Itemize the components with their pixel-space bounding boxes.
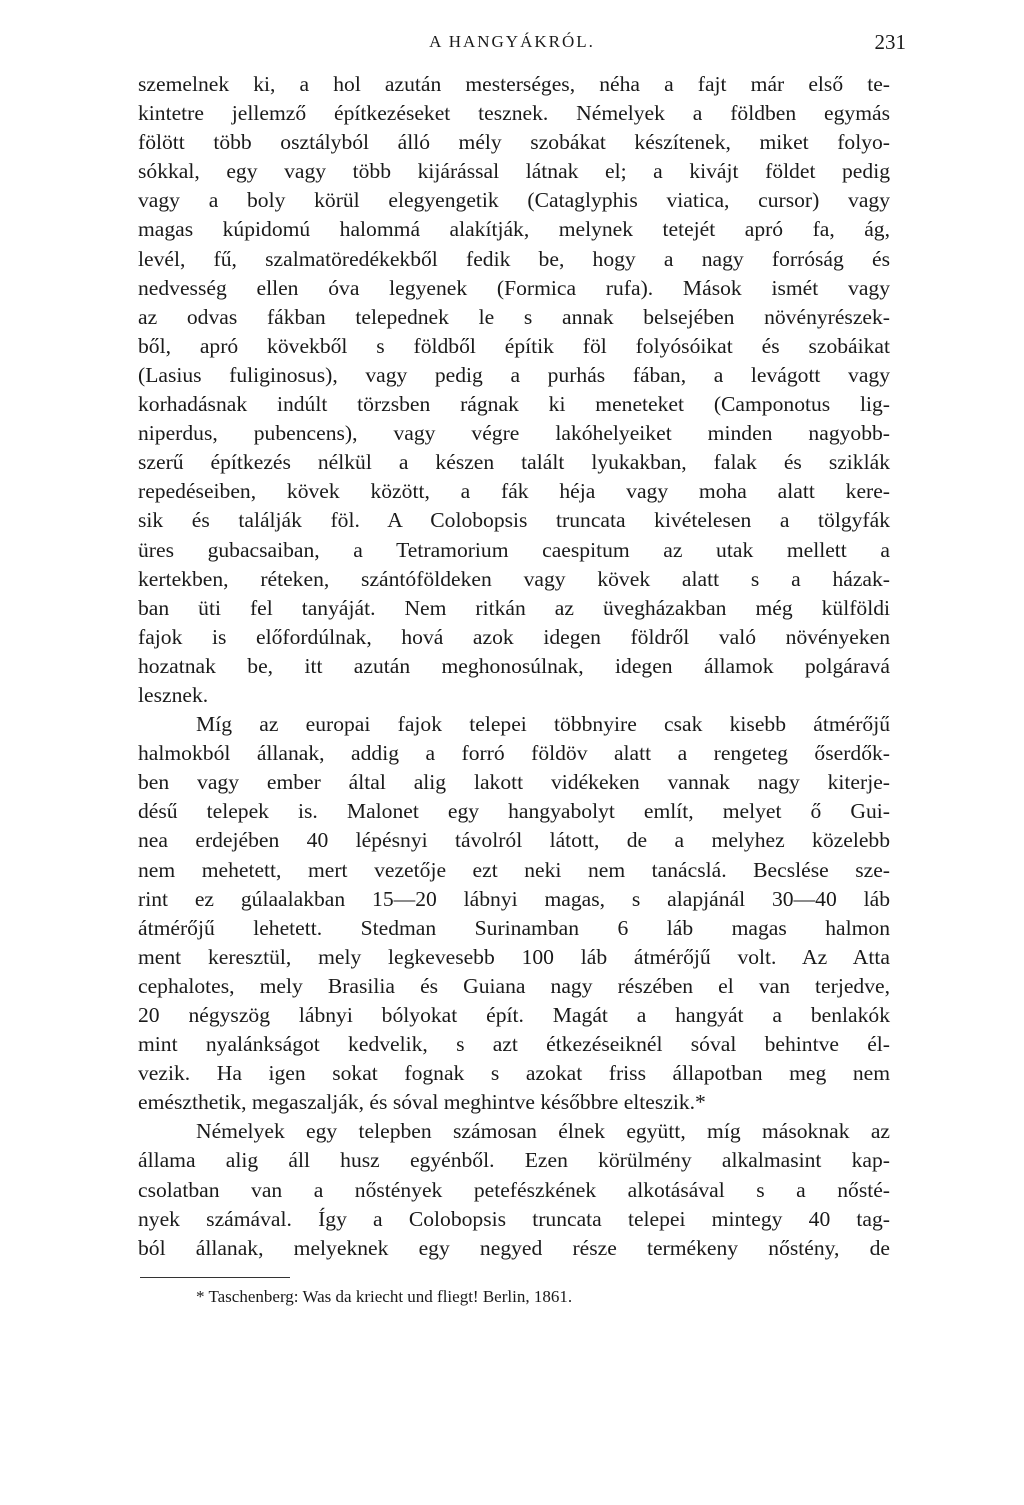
text-line: sókkal, egy vagy több kijárással látnak el; a kivájt földet pedig <box>138 159 890 184</box>
text-line: vagy a boly körül elegyengetik (Cataglyphis viatica, cursor) vagy <box>138 188 890 213</box>
text-line: 20 négyszög lábnyi bólyokat épít. Magát a hangyát a benlakók <box>138 1003 890 1027</box>
text-line: ból állanak, melyeknek egy negyed része termékeny nőstény, de <box>138 1235 890 1260</box>
text-line: szemelnek ki, a hol azután mesterséges, néha a fajt már első te- <box>138 72 890 96</box>
text-line: vezik. Ha igen sokat fognak s azokat friss állapotban meg nem <box>138 1061 890 1086</box>
text-line: üres gubacsaiban, a Tetramorium caespitum az utak mellett a <box>138 537 890 562</box>
text-line: fajok is előfordúlnak, hová azok idegen földről való növényeken <box>138 624 890 649</box>
footnote: * Taschenberg: Was da kriecht und fliegt! Berlin, 1861. <box>196 1287 573 1307</box>
text-line: állama alig áll husz egyénből. Ezen körülmény alkalmasint kap- <box>138 1148 890 1173</box>
text-line: az odvas fákban telepednek le s annak belsejében növényrészek- <box>138 304 890 329</box>
text-line: ben vagy ember által alig lakott vidékeken vannak nagy kiterje- <box>138 770 890 795</box>
text-line: rint ez gúlaalakban 15—20 lábnyi magas, s alapjánál 30—40 láb <box>138 886 890 911</box>
text-line: ment keresztül, mely legkevesebb 100 láb átmérőjű volt. Az Atta <box>138 944 890 969</box>
text-line: ből, apró kövekből s földből építik föl folyósóikat és szobáikat <box>138 333 890 358</box>
text-line: nyek számával. Így a Colobopsis truncata telepei mintegy 40 tag- <box>138 1206 890 1231</box>
text-line: repedéseiben, kövek között, a fák héja vagy moha alatt kere- <box>138 479 890 504</box>
running-title: A HANGYÁKRÓL. <box>429 32 595 51</box>
body-text <box>138 70 890 1263</box>
text-line: sik és találják föl. A Colobopsis truncata kivételesen a tölgyfák <box>138 508 890 533</box>
text-line: mint nyalánkságot kedvelik, s azt étkezéseiknél sóval behintve él- <box>138 1032 890 1057</box>
text-line: hozatnak be, itt azután meghonosúlnak, idegen államok polgáravá <box>138 653 890 678</box>
text-line: désű telepek is. Malonet egy hangyabolyt említ, melyet ő Gui- <box>138 799 890 824</box>
text-line: halmokból állanak, addig a forró földöv alatt a rengeteg őserdők- <box>138 741 890 766</box>
text-line: cephalotes, mely Brasilia és Guiana nagy részében el van terjedve, <box>138 973 890 998</box>
text-line: kintetre jellemző építkezéseket tesznek. Némelyek a földben egymás <box>138 101 890 126</box>
text-line: lesznek. <box>138 682 209 707</box>
text-line: csolatban van a nőstények petefészkének alkotásával s a nősté- <box>138 1177 890 1202</box>
text-line: Némelyek egy telepben számosan élnek együtt, míg másoknak az <box>196 1119 890 1144</box>
text-line: emészthetik, megaszalják, és sóval meghintve későbbre elteszik.* <box>138 1090 706 1115</box>
text-line: átmérőjű lehetett. Stedman Surinamban 6 láb magas halmon <box>138 915 890 940</box>
text-line: nem mehetett, mert vezetője ezt neki nem tanácslá. Becslése sze- <box>138 857 890 882</box>
footnote-separator <box>140 1277 290 1278</box>
running-header <box>0 30 1024 60</box>
text-line: nedvesség ellen óva legyenek (Formica rufa). Mások ismét vagy <box>138 275 890 300</box>
text-line: Míg az europai fajok telepei többnyire csak kisebb átmérőjű <box>196 712 890 737</box>
text-line: niperdus, pubencens), vagy végre lakóhelyeiket minden nagyobb- <box>138 421 890 446</box>
text-line: korhadásnak indúlt törzsben rágnak ki meneteket (Camponotus lig- <box>138 392 890 417</box>
text-line: magas kúpidomú halommá alakítják, melynek tetejét apró fa, ág, <box>138 217 890 242</box>
text-line: nea erdejében 40 lépésnyi távolról látott, de a melyhez közelebb <box>138 828 890 853</box>
text-line: levél, fű, szalmatöredékekből fedik be, hogy a nagy forróság és <box>138 246 890 271</box>
text-line: kertekben, réteken, szántóföldeken vagy kövek alatt s a házak- <box>138 566 890 591</box>
text-line: fölött több osztályból álló mély szobákat készítenek, miket folyo- <box>138 130 890 155</box>
page-number: 231 <box>874 30 906 54</box>
text-line: ban üti fel tanyáját. Nem ritkán az üvegházakban még külföldi <box>138 595 890 620</box>
text-line: (Lasius fuliginosus), vagy pedig a purhás fában, a levágott vagy <box>138 362 890 387</box>
text-line: szerű építkezés nélkül a készen talált lyukakban, falak és sziklák <box>138 450 890 475</box>
